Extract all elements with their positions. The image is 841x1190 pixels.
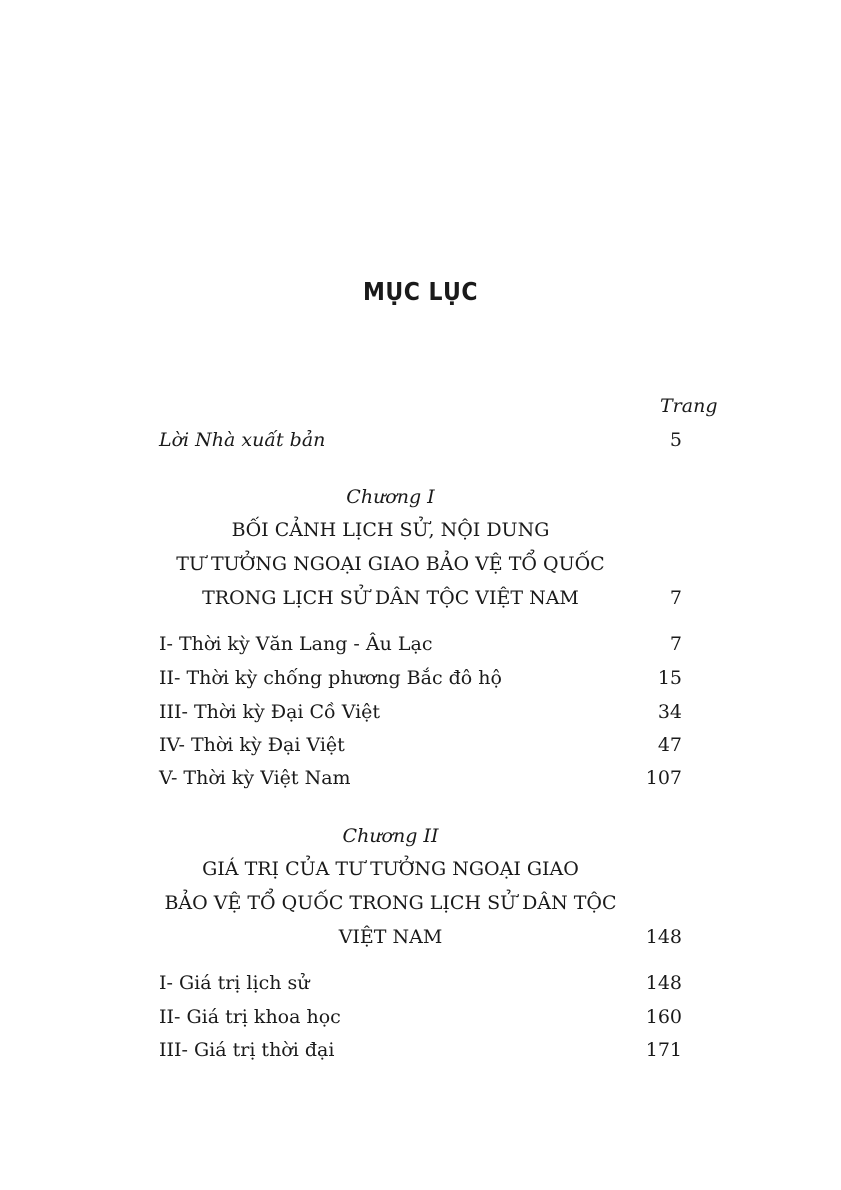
chapter-1-title-line: TRONG LỊCH SỬ DÂN TỘC VIỆT NAM <box>202 587 579 609</box>
toc-entry: V- Thời kỳ Việt Nam <box>159 767 351 789</box>
toc-entry-page: 34 <box>657 701 682 723</box>
toc-entry-page: 107 <box>645 767 682 789</box>
toc-entry: III- Thời kỳ Đại Cồ Việt <box>159 701 381 723</box>
toc-entry-preface: Lời Nhà xuất bản <box>159 429 326 451</box>
page-column-header: Trang <box>660 395 718 417</box>
chapter-2-page: 148 <box>645 926 682 948</box>
toc-entry-preface-page: 5 <box>669 429 682 451</box>
toc-entry: I- Thời kỳ Văn Lang - Âu Lạc <box>159 633 433 655</box>
toc-entry: II- Giá trị khoa học <box>159 1006 341 1028</box>
toc-entry: I- Giá trị lịch sử <box>159 972 310 994</box>
chapter-2-title-line: VIỆT NAM <box>338 926 443 948</box>
toc-entry-page: 47 <box>657 734 682 756</box>
chapter-1-title-line: BỐI CẢNH LỊCH SỬ, NỘI DUNG <box>231 519 550 541</box>
toc-entry-page: 7 <box>669 633 682 655</box>
toc-entry-page: 148 <box>645 972 682 994</box>
chapter-1-title-line: TƯ TƯỞNG NGOẠI GIAO BẢO VỆ TỔ QUỐC <box>176 553 605 575</box>
toc-entry: II- Thời kỳ chống phương Bắc đô hộ <box>159 667 502 689</box>
chapter-1-page: 7 <box>669 587 682 609</box>
toc-entry: IV- Thời kỳ Đại Việt <box>159 734 345 756</box>
chapter-2-label: Chương II <box>342 825 439 847</box>
chapter-1-label: Chương I <box>346 486 435 508</box>
chapter-2-title-line: GIÁ TRỊ CỦA TƯ TƯỞNG NGOẠI GIAO <box>202 858 579 880</box>
page-title: MỤC LỤC <box>362 278 479 307</box>
toc-entry: III- Giá trị thời đại <box>159 1039 335 1061</box>
toc-entry-page: 15 <box>657 667 682 689</box>
chapter-2-title-line: BẢO VỆ TỔ QUỐC TRONG LỊCH SỬ DÂN TỘC <box>164 892 617 914</box>
toc-entry-page: 160 <box>645 1006 682 1028</box>
toc-entry-page: 171 <box>645 1039 682 1061</box>
